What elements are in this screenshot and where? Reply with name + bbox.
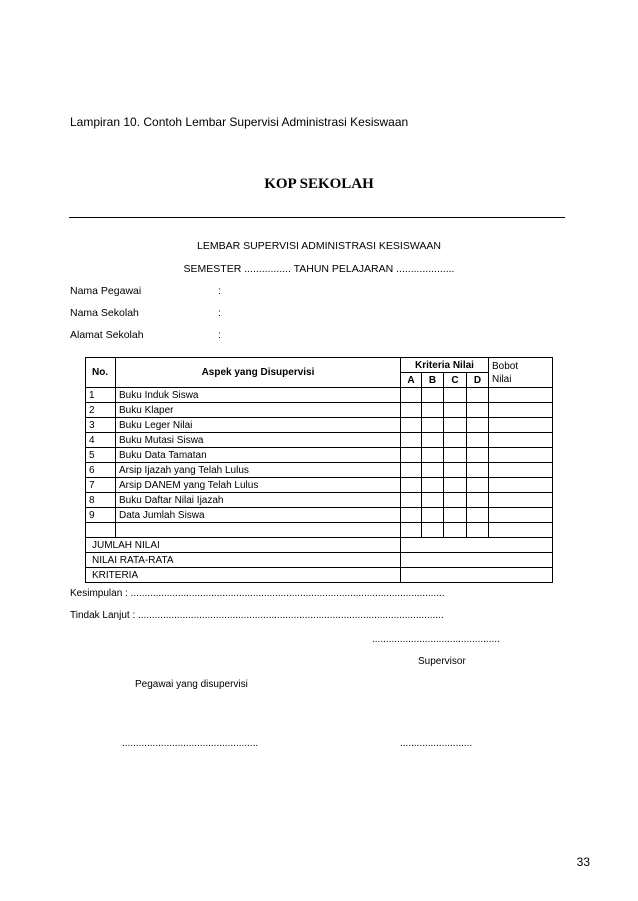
table-row: [86, 388, 553, 403]
table-cell: [444, 523, 467, 538]
header-a: A: [401, 373, 422, 388]
row-aspek: Arsip DANEM yang Telah Lulus: [116, 478, 401, 493]
kop-sekolah-heading: KOP SEKOLAH: [264, 176, 374, 192]
table-row: [86, 508, 553, 523]
row-aspek: Data Jumlah Siswa: [116, 508, 401, 523]
table-cell: [444, 433, 467, 448]
table-cell: [444, 493, 467, 508]
table-cell: [444, 388, 467, 403]
header-nilai: Nilai: [492, 373, 512, 385]
table-cell: [467, 478, 489, 493]
table-cell: [444, 478, 467, 493]
table-cell: [467, 463, 489, 478]
header-c: C: [444, 373, 467, 388]
pegawai-signature-dots: .................................................: [122, 738, 259, 749]
field-colon: :: [218, 307, 221, 319]
table-cell: [489, 433, 553, 448]
summary-value: [401, 538, 553, 553]
field-colon: :: [218, 329, 221, 341]
header-bobot-nilai: [489, 358, 553, 388]
table-cell: [444, 418, 467, 433]
form-title: LEMBAR SUPERVISI ADMINISTRASI KESISWAAN: [197, 240, 441, 252]
table-cell: [489, 478, 553, 493]
form-subtitle: SEMESTER ................ TAHUN PELAJARAN ....................: [183, 263, 455, 275]
table-cell: [489, 523, 553, 538]
row-number: 4: [86, 433, 116, 448]
row-number: 1: [86, 388, 116, 403]
table-cell: [489, 448, 553, 463]
field-colon: :: [218, 285, 221, 297]
table-cell: [86, 523, 116, 538]
row-aspek: Buku Mutasi Siswa: [116, 433, 401, 448]
kop-divider: [69, 217, 565, 218]
table-cell: [467, 493, 489, 508]
table-cell: [489, 493, 553, 508]
table-row: [86, 433, 553, 448]
field-alamat-sekolah: [70, 329, 221, 341]
table-cell: [422, 523, 444, 538]
header-aspek: Aspek yang Disupervisi: [116, 358, 401, 388]
supervisor-date-dots: ..............................................: [372, 634, 500, 645]
header-bobot: Bobot: [492, 360, 519, 372]
header-kriteria: Kriteria Nilai: [401, 358, 489, 373]
table-cell: [401, 403, 422, 418]
row-aspek: Buku Leger Nilai: [116, 418, 401, 433]
supervisor-label: Supervisor: [418, 656, 466, 667]
row-aspek: Buku Klaper: [116, 403, 401, 418]
summary-value: [401, 568, 553, 583]
tindak-lanjut-line: Tindak Lanjut : ..............................................................................................................: [70, 610, 444, 621]
table-cell: [401, 508, 422, 523]
summary-row-rata-rata: [86, 553, 553, 568]
table-cell: [401, 418, 422, 433]
table-cell: [422, 403, 444, 418]
row-number: 8: [86, 493, 116, 508]
table-cell: [444, 508, 467, 523]
table-cell: [401, 523, 422, 538]
row-number: 5: [86, 448, 116, 463]
summary-row-jumlah: [86, 538, 553, 553]
table-cell: [489, 403, 553, 418]
row-number: 7: [86, 478, 116, 493]
table-cell: [401, 478, 422, 493]
row-number: 6: [86, 463, 116, 478]
row-number: 9: [86, 508, 116, 523]
table-cell: [401, 433, 422, 448]
table-cell: [489, 418, 553, 433]
header-b: B: [422, 373, 444, 388]
row-aspek: Buku Induk Siswa: [116, 388, 401, 403]
table-cell: [422, 463, 444, 478]
row-number: 3: [86, 418, 116, 433]
field-nama-sekolah: [70, 307, 221, 319]
table-cell: [422, 493, 444, 508]
table-cell: [422, 508, 444, 523]
page-number: 33: [576, 855, 590, 869]
header-d: D: [467, 373, 489, 388]
table-cell: [467, 433, 489, 448]
table-cell: [422, 478, 444, 493]
table-cell: [467, 448, 489, 463]
summary-row-kriteria: [86, 568, 553, 583]
table-cell: [489, 388, 553, 403]
table-cell: [444, 403, 467, 418]
table-cell: [467, 388, 489, 403]
table-cell: [401, 463, 422, 478]
table-cell: [467, 508, 489, 523]
table-cell: [467, 523, 489, 538]
row-aspek: Buku Data Tamatan: [116, 448, 401, 463]
table-row: [86, 448, 553, 463]
table-row: [86, 493, 553, 508]
table-cell: [401, 388, 422, 403]
table-row: [86, 478, 553, 493]
summary-value: [401, 553, 553, 568]
field-label: Alamat Sekolah: [70, 329, 144, 341]
table-cell: [116, 523, 401, 538]
table-empty-row: [86, 523, 553, 538]
supervisor-signature-dots: ..........................: [400, 738, 473, 749]
header-no: No.: [86, 358, 116, 388]
table-cell: [401, 448, 422, 463]
document-caption: Lampiran 10. Contoh Lembar Supervisi Administrasi Kesiswaan: [70, 115, 409, 129]
table-cell: [422, 388, 444, 403]
field-label: Nama Pegawai: [70, 285, 142, 297]
table-cell: [422, 433, 444, 448]
pegawai-label: Pegawai yang disupervisi: [135, 679, 248, 690]
field-label: Nama Sekolah: [70, 307, 139, 319]
table-cell: [422, 418, 444, 433]
summary-label: NILAI RATA-RATA: [86, 553, 401, 568]
table-row: [86, 403, 553, 418]
table-cell: [467, 418, 489, 433]
table-cell: [444, 448, 467, 463]
table-cell: [467, 403, 489, 418]
row-number: 2: [86, 403, 116, 418]
summary-label: KRITERIA: [86, 568, 401, 583]
supervision-table: [85, 357, 553, 583]
table-cell: [489, 463, 553, 478]
table-cell: [444, 463, 467, 478]
table-row: [86, 418, 553, 433]
table-cell: [422, 448, 444, 463]
row-aspek: Arsip Ijazah yang Telah Lulus: [116, 463, 401, 478]
table-row: [86, 463, 553, 478]
table-cell: [401, 493, 422, 508]
table-cell: [489, 508, 553, 523]
row-aspek: Buku Daftar Nilai Ijazah: [116, 493, 401, 508]
field-nama-pegawai: [70, 285, 221, 297]
kesimpulan-line: Kesimpulan : .................................................................................................................: [70, 588, 445, 599]
summary-label: JUMLAH NILAI: [86, 538, 401, 553]
